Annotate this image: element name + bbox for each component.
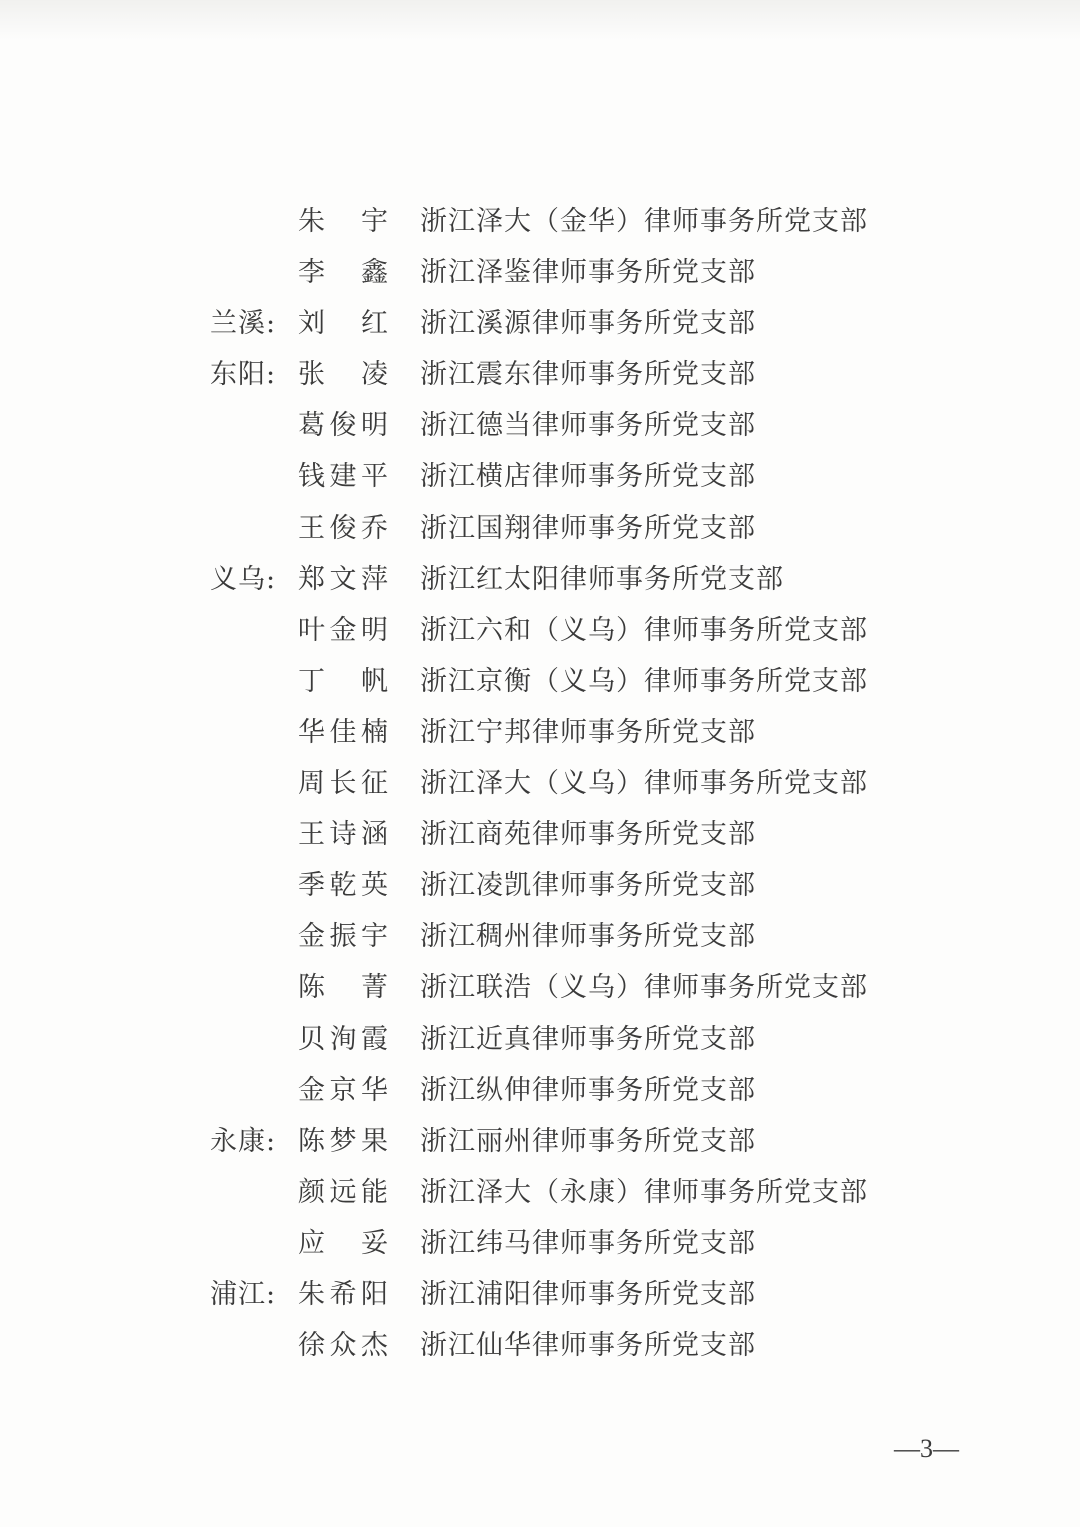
person-name: 丁 帆 [298, 665, 388, 697]
organization-name: 浙江国翔律师事务所党支部 [420, 512, 756, 544]
organization-name: 浙江浦阳律师事务所党支部 [420, 1278, 756, 1310]
organization-name: 浙江宁邦律师事务所党支部 [420, 716, 756, 748]
organization-name: 浙江红太阳律师事务所党支部 [420, 563, 784, 595]
list-item [0, 1065, 1080, 1116]
entry-list [0, 196, 1080, 1371]
list-item [0, 1014, 1080, 1065]
region-label: 东阳: [210, 359, 277, 391]
list-item [0, 1116, 1080, 1167]
person-name: 郑文萍 [298, 563, 388, 595]
list-item [0, 1269, 1080, 1320]
person-name: 王俊乔 [298, 512, 388, 544]
person-name: 贝洵霞 [298, 1023, 388, 1055]
list-item [0, 962, 1080, 1013]
organization-name: 浙江泽大（义乌）律师事务所党支部 [420, 768, 868, 800]
person-name: 钱建平 [298, 461, 388, 493]
person-name: 颜远能 [298, 1176, 388, 1208]
list-item [0, 503, 1080, 554]
person-name: 叶金明 [298, 614, 388, 646]
organization-name: 浙江丽州律师事务所党支部 [420, 1125, 756, 1157]
person-name: 陈 菁 [298, 972, 388, 1004]
list-item [0, 1167, 1080, 1218]
organization-name: 浙江泽鉴律师事务所党支部 [420, 257, 756, 289]
organization-name: 浙江泽大（金华）律师事务所党支部 [420, 206, 868, 237]
organization-name: 浙江横店律师事务所党支部 [420, 461, 756, 493]
organization-name: 浙江联浩（义乌）律师事务所党支部 [420, 972, 868, 1004]
organization-name: 浙江六和（义乌）律师事务所党支部 [420, 614, 868, 646]
list-item [0, 554, 1080, 605]
organization-name: 浙江商苑律师事务所党支部 [420, 819, 756, 851]
person-name: 张 凌 [298, 359, 388, 391]
organization-name: 浙江近真律师事务所党支部 [420, 1023, 756, 1055]
organization-name: 浙江纵伸律师事务所党支部 [420, 1074, 756, 1106]
list-item [0, 298, 1080, 349]
list-item [0, 707, 1080, 758]
list-item [0, 656, 1080, 707]
region-label: 义乌: [210, 563, 277, 595]
list-item [0, 605, 1080, 656]
list-item [0, 911, 1080, 962]
list-item [0, 860, 1080, 911]
organization-name: 浙江稠州律师事务所党支部 [420, 921, 756, 953]
region-label: 浦江: [210, 1278, 277, 1310]
organization-name: 浙江德当律师事务所党支部 [420, 410, 756, 442]
person-name: 徐众杰 [298, 1330, 388, 1362]
person-name: 华佳楠 [298, 716, 388, 748]
organization-name: 浙江仙华律师事务所党支部 [420, 1330, 756, 1362]
person-name: 季乾英 [298, 870, 388, 902]
region-label: 永康: [210, 1125, 277, 1157]
page-number: —3— [894, 1434, 959, 1463]
organization-name: 浙江凌凯律师事务所党支部 [420, 870, 756, 902]
person-name: 王诗涵 [298, 819, 388, 851]
list-item [0, 451, 1080, 502]
organization-name: 浙江震东律师事务所党支部 [420, 359, 756, 391]
list-item [0, 758, 1080, 809]
region-label: 兰溪: [210, 308, 277, 340]
organization-name: 浙江纬马律师事务所党支部 [420, 1227, 756, 1259]
person-name: 李 鑫 [298, 257, 388, 289]
list-item [0, 349, 1080, 400]
person-name: 金振宇 [298, 921, 388, 953]
person-name: 金京华 [298, 1074, 388, 1106]
person-name: 应 妥 [298, 1227, 388, 1259]
person-name: 周长征 [298, 768, 388, 800]
list-item [0, 196, 1080, 247]
person-name: 陈梦果 [298, 1125, 388, 1157]
list-item [0, 809, 1080, 860]
list-item [0, 400, 1080, 451]
person-name: 刘 红 [298, 308, 388, 340]
person-name: 葛俊明 [298, 410, 388, 442]
list-item [0, 1218, 1080, 1269]
organization-name: 浙江溪源律师事务所党支部 [420, 308, 756, 340]
person-name: 朱 宇 [298, 206, 388, 237]
list-item [0, 1320, 1080, 1371]
organization-name: 浙江泽大（永康）律师事务所党支部 [420, 1176, 868, 1208]
scan-shadow [0, 0, 1080, 40]
person-name: 朱希阳 [298, 1278, 388, 1310]
list-item [0, 247, 1080, 298]
organization-name: 浙江京衡（义乌）律师事务所党支部 [420, 665, 868, 697]
